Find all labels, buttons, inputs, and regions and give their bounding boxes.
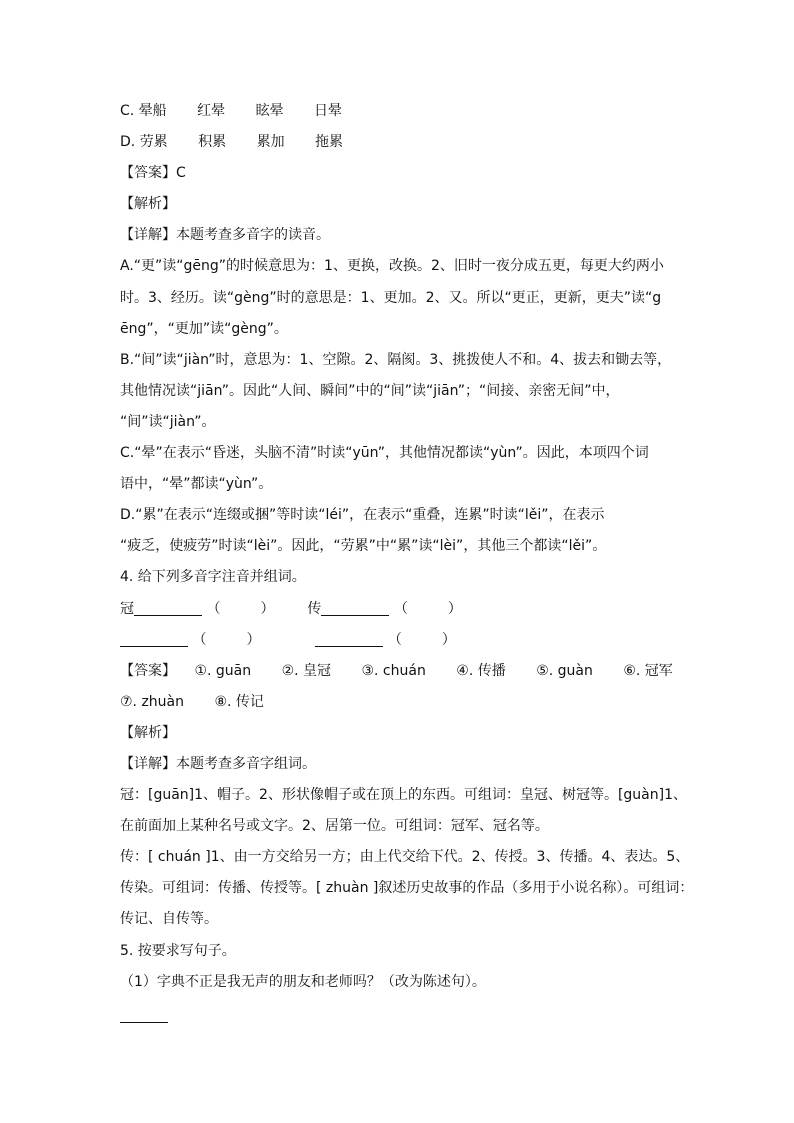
q4-answer-item: ⑤. guàn (536, 662, 593, 679)
document-page (120, 96, 694, 1035)
option-c-word: 日晕 (314, 103, 343, 119)
option-c-word: 眩晕 (255, 103, 284, 119)
option-d-word: 累加 (256, 134, 285, 151)
q4-answer-row-1: 【答案】 ①. guān ②. 皇冠 ③. chuán ④. 传播 ⑤. guàn ⑥. 冠军 (120, 656, 680, 687)
option-d-word: 劳累 (139, 134, 168, 151)
answer-paren[interactable]: （ ） (387, 631, 456, 648)
q4-answer-item: ④. 传播 (456, 662, 506, 679)
q4-analysis-tag: 【解析】 (120, 724, 176, 741)
q4-explanation-line: 传：[ chuán ]1、由一方交给另一方；由上代交给下代。2、传授。3、传播。4、表达。5、 (120, 849, 690, 866)
option-d-word: 积累 (198, 134, 227, 151)
q4-char-chuan: 传 (307, 600, 322, 617)
option-c-word: 晕船 (138, 103, 167, 119)
q3-explanation-line: A.“更”读“gēng”的时候意思为：1、更换，改换。2、旧时一夜分成五更，每更大约两小 (120, 258, 664, 275)
q4-char-guan: 冠 (120, 600, 134, 617)
q3-explanation-line: ēng”，“更加”读“gèng”。 (120, 320, 288, 337)
q3-detail: 【详解】本题考查多音字的读音。 (120, 227, 330, 244)
q3-explanation-line: 其他情况读“jiān”。因此“人间、瞬间”中的“间”读“jiān”；“间接、亲密无间”中， (120, 382, 620, 399)
answer-blank[interactable] (134, 599, 202, 616)
q4-title: 4. 给下列多音字注音并组词。 (120, 569, 306, 586)
q3-explanation-line: “疲乏，使疲劳”时读“lèi”。因此，“劳累”中“累”读“lèi”，其他三个都读“lěi”。 (120, 538, 607, 555)
q4-explanation-line: 在前面加上某种名号或文字。2、居第一位。可组词：冠军、冠名等。 (120, 818, 549, 835)
q4-answer-item: ⑧. 传记 (214, 693, 264, 710)
option-d-word: 拖累 (315, 134, 344, 151)
option-d: D. 劳累 积累 累加 拖累 (120, 134, 344, 151)
q3-explanation-line: “间”读“jiàn”。 (120, 413, 216, 430)
answer-paren[interactable]: （ ） (192, 631, 261, 648)
option-c: C. 晕船 红晕 眩晕 日晕 (120, 103, 343, 119)
q4-explanation-line: 传染。可组词：传播、传授等。[ zhuàn ]叙述历史故事的作品（多用于小说名称）。可组词： (120, 880, 694, 897)
q3-explanation-line: 时。3、经历。读“gèng”时的意思是：1、更加。2、又。所以“更正，更新，更夫”读“g (120, 289, 662, 306)
q4-blanks-row-1 (120, 594, 680, 625)
q4-answer-item: ①. guān (194, 662, 252, 679)
q4-explanation-line: 冠：[guān]1、帽子。2、形状像帽子或在顶上的东西。可组词：皇冠、树冠等。[guàn]1、 (120, 787, 687, 804)
q4-answer-item: ②. 皇冠 (281, 662, 332, 679)
q3-analysis-tag: 【解析】 (120, 196, 176, 213)
q5-sub1: （1）字典不正是我无声的朋友和老师吗？（改为陈述句）。 (120, 973, 486, 990)
answer-blank[interactable] (321, 599, 389, 616)
q4-detail: 【详解】本题考查多音字组词。 (120, 755, 316, 772)
q3-explanation-line: C.“晕”在表示“昏迷，头脑不清”时读“yūn”，其他情况都读“yùn”。因此，本项四个词 (120, 445, 649, 462)
answer-blank[interactable] (315, 630, 383, 647)
q4-answer-item: ⑦. zhuàn (120, 693, 184, 710)
q4-answer-item: ⑥. 冠军 (623, 662, 673, 679)
option-c-word: 红晕 (197, 103, 226, 119)
answer-blank[interactable] (120, 1006, 168, 1023)
answer-paren[interactable]: （ ） (393, 600, 462, 617)
answer-paren[interactable]: （ ） (206, 600, 275, 617)
q3-explanation-line: 语中，“晕”都读“yùn”。 (120, 476, 273, 493)
q4-blanks-row-2 (120, 625, 680, 656)
q3-explanation-line: D.“累”在表示“连缀或捆”等时读“léi”，在表示“重叠，连累”时读“lěi”，在表示 (120, 507, 605, 524)
answer-blank[interactable] (120, 630, 188, 647)
q4-explanation-line: 传记、自传等。 (120, 911, 218, 928)
q4-answer-item: ③. chuán (361, 662, 426, 679)
q3-explanation-line: B.“间”读“jiàn”时，意思为：1、空隙。2、隔阂。3、挑拨使人不和。4、拔去和锄去等， (120, 351, 672, 368)
q4-answer-row-2 (120, 687, 680, 718)
q3-answer: 【答案】C (120, 165, 186, 182)
q5-title: 5. 按要求写句子。 (120, 942, 236, 959)
q5-answer-line (120, 1004, 680, 1035)
